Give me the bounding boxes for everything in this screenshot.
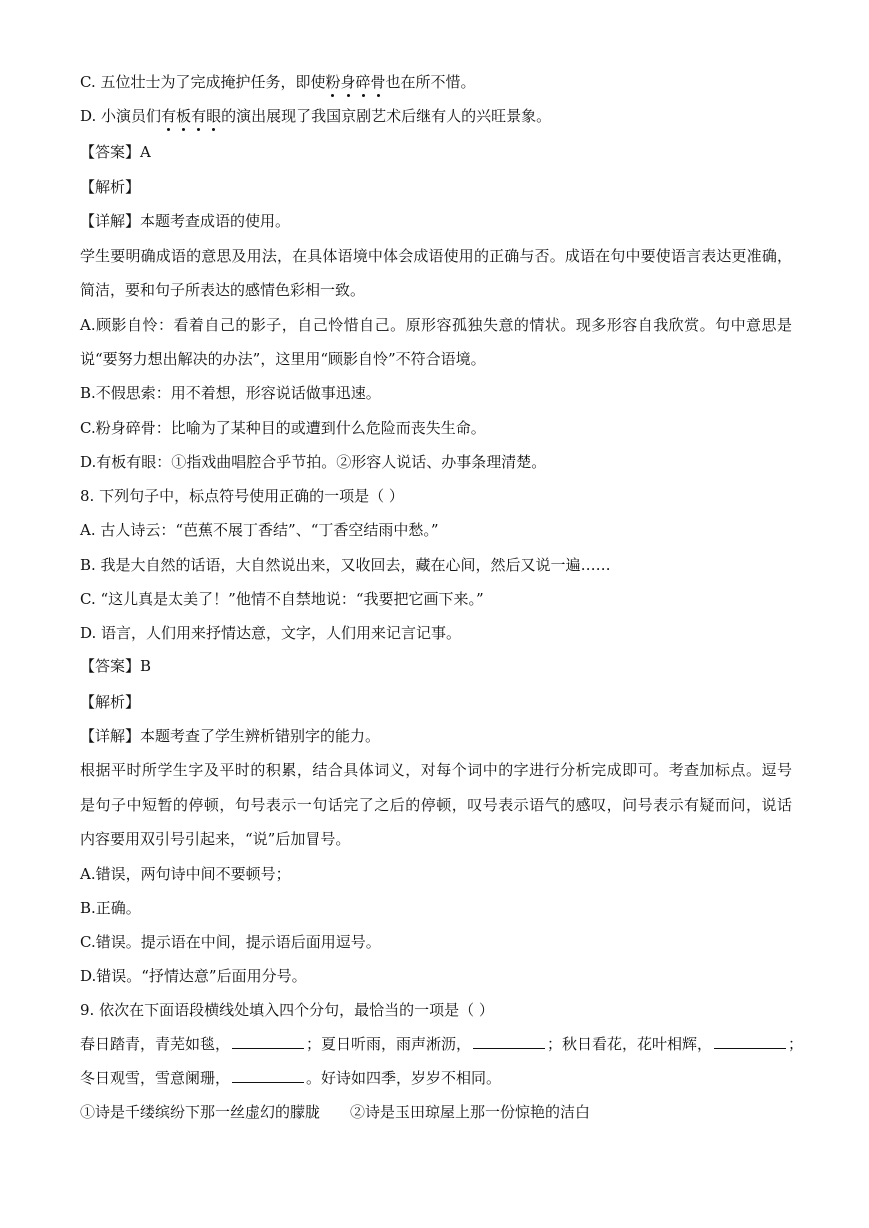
detail-q7: 【详解】本题考查成语的使用。 bbox=[80, 212, 291, 230]
passage-segment: ；夏日听雨，雨声淅沥， bbox=[306, 1035, 472, 1053]
fill-blank-2 bbox=[473, 1034, 545, 1049]
explain-b-q8: B.正确。 bbox=[80, 899, 141, 917]
emphasis-char: 身 bbox=[340, 73, 356, 91]
option-d-text-post: 的演出展现了我国京剧艺术后继有人的兴旺景象。 bbox=[221, 107, 552, 125]
passage-segment: 春日踏青，青芜如毯， bbox=[80, 1035, 231, 1053]
choice-2: ②诗是玉田琼屋上那一份惊艳的洁白 bbox=[350, 1103, 591, 1121]
fill-blank-4 bbox=[232, 1068, 304, 1083]
question-8: 8. 下列句子中，标点符号使用正确的一项是（ ） bbox=[80, 487, 404, 505]
emphasis-char: 板 bbox=[176, 107, 192, 125]
explain-a-q7-line1: A.顾影自怜：看着自己的影子，自己怜惜自己。原形容孤独失意的情状。现多形容自我欣赏。句中意思是 bbox=[80, 316, 792, 334]
option-c-text-post: 也在所不惜。 bbox=[385, 73, 476, 91]
question-8-option-a: A. 古人诗云：“芭蕉不展丁香结”、“丁香空结雨中愁。” bbox=[80, 521, 439, 539]
paragraph-q8-line1: 根据平时所学生字及平时的积累，结合具体词义，对每个词中的字进行分析完成即可。考查加标点。逗号 bbox=[80, 761, 792, 779]
explain-b-q7: B.不假思索：用不着想，形容说话做事迅速。 bbox=[80, 384, 381, 402]
explain-a-q8: A.错误，两句诗中间不要顿号； bbox=[80, 865, 291, 883]
option-c-q7 bbox=[80, 72, 476, 92]
emphasis-char: 有 bbox=[191, 107, 207, 125]
analysis-heading-q8: 【解析】 bbox=[80, 693, 141, 711]
fill-blank-3 bbox=[714, 1034, 786, 1049]
question-9-passage-line2 bbox=[80, 1068, 501, 1088]
question-8-option-b: B. 我是大自然的话语，大自然说出来，又收回去，藏在心间，然后又说一遍…… bbox=[80, 556, 611, 574]
paragraph-q7-line2: 简洁，要和句子所表达的感情色彩相一致。 bbox=[80, 281, 366, 299]
question-8-option-c: C. “这儿真是太美了！”他情不自禁地说：“我要把它画下来。” bbox=[80, 590, 484, 608]
passage-segment: 。好诗如四季，岁岁不相同。 bbox=[306, 1069, 502, 1087]
emphasis-char: 粉 bbox=[325, 73, 341, 91]
analysis-heading-q7: 【解析】 bbox=[80, 178, 141, 196]
paragraph-q8-line2: 是句子中短暂的停顿，句号表示一句话完了之后的停顿，叹号表示语气的感叹，问号表示有疑而问，说话 bbox=[80, 796, 792, 814]
explain-c-q7: C.粉身碎骨：比喻为了某种目的或遭到什么危险而丧失生命。 bbox=[80, 419, 486, 437]
passage-segment: 冬日观雪，雪意阑珊， bbox=[80, 1069, 231, 1087]
choice-1: ①诗是千缕缤纷下那一丝虚幻的朦胧 bbox=[80, 1103, 321, 1121]
explain-d-q7: D.有板有眼：①指戏曲唱腔合乎节拍。②形容人说话、办事条理清楚。 bbox=[80, 453, 547, 471]
paragraph-q8-line3: 内容要用双引号引起来，“说”后加冒号。 bbox=[80, 830, 351, 848]
answer-q7: 【答案】A bbox=[80, 143, 151, 161]
passage-segment: ； bbox=[788, 1035, 804, 1053]
option-d-q7 bbox=[80, 106, 551, 126]
option-c-text-pre: C. 五位壮士为了完成掩护任务，即使 bbox=[80, 73, 326, 91]
question-9: 9. 依次在下面语段横线处填入四个分句，最恰当的一项是（ ） bbox=[80, 1001, 494, 1019]
emphasis-char: 碎 bbox=[355, 73, 371, 91]
explain-c-q8: C.错误。提示语在中间，提示语后面用逗号。 bbox=[80, 933, 381, 951]
explain-a-q7-line2: 说“要努力想出解决的办法”，这里用“顾影自怜”不符合语境。 bbox=[80, 350, 486, 368]
question-9-passage-line1 bbox=[80, 1034, 803, 1054]
detail-q8: 【详解】本题考查了学生辨析错别字的能力。 bbox=[80, 727, 381, 745]
question-8-option-d: D. 语言，人们用来抒情达意，文字，人们用来记言记事。 bbox=[80, 624, 462, 642]
answer-q8: 【答案】B bbox=[80, 657, 152, 675]
emphasis-char: 眼 bbox=[206, 107, 222, 125]
explain-d-q8: D.错误。“抒情达意”后面用分号。 bbox=[80, 967, 307, 985]
paragraph-q7-line1: 学生要明确成语的意思及用法，在具体语境中体会成语使用的正确与否。成语在句中要使语言表达更准确， bbox=[80, 247, 792, 265]
fill-blank-1 bbox=[232, 1034, 304, 1049]
passage-segment: ；秋日看花，花叶相辉， bbox=[547, 1035, 713, 1053]
option-d-text-pre: D. 小演员们 bbox=[80, 107, 162, 125]
emphasis-char: 有 bbox=[161, 107, 177, 125]
emphasis-char: 骨 bbox=[370, 73, 386, 91]
question-9-choices bbox=[80, 1102, 590, 1122]
